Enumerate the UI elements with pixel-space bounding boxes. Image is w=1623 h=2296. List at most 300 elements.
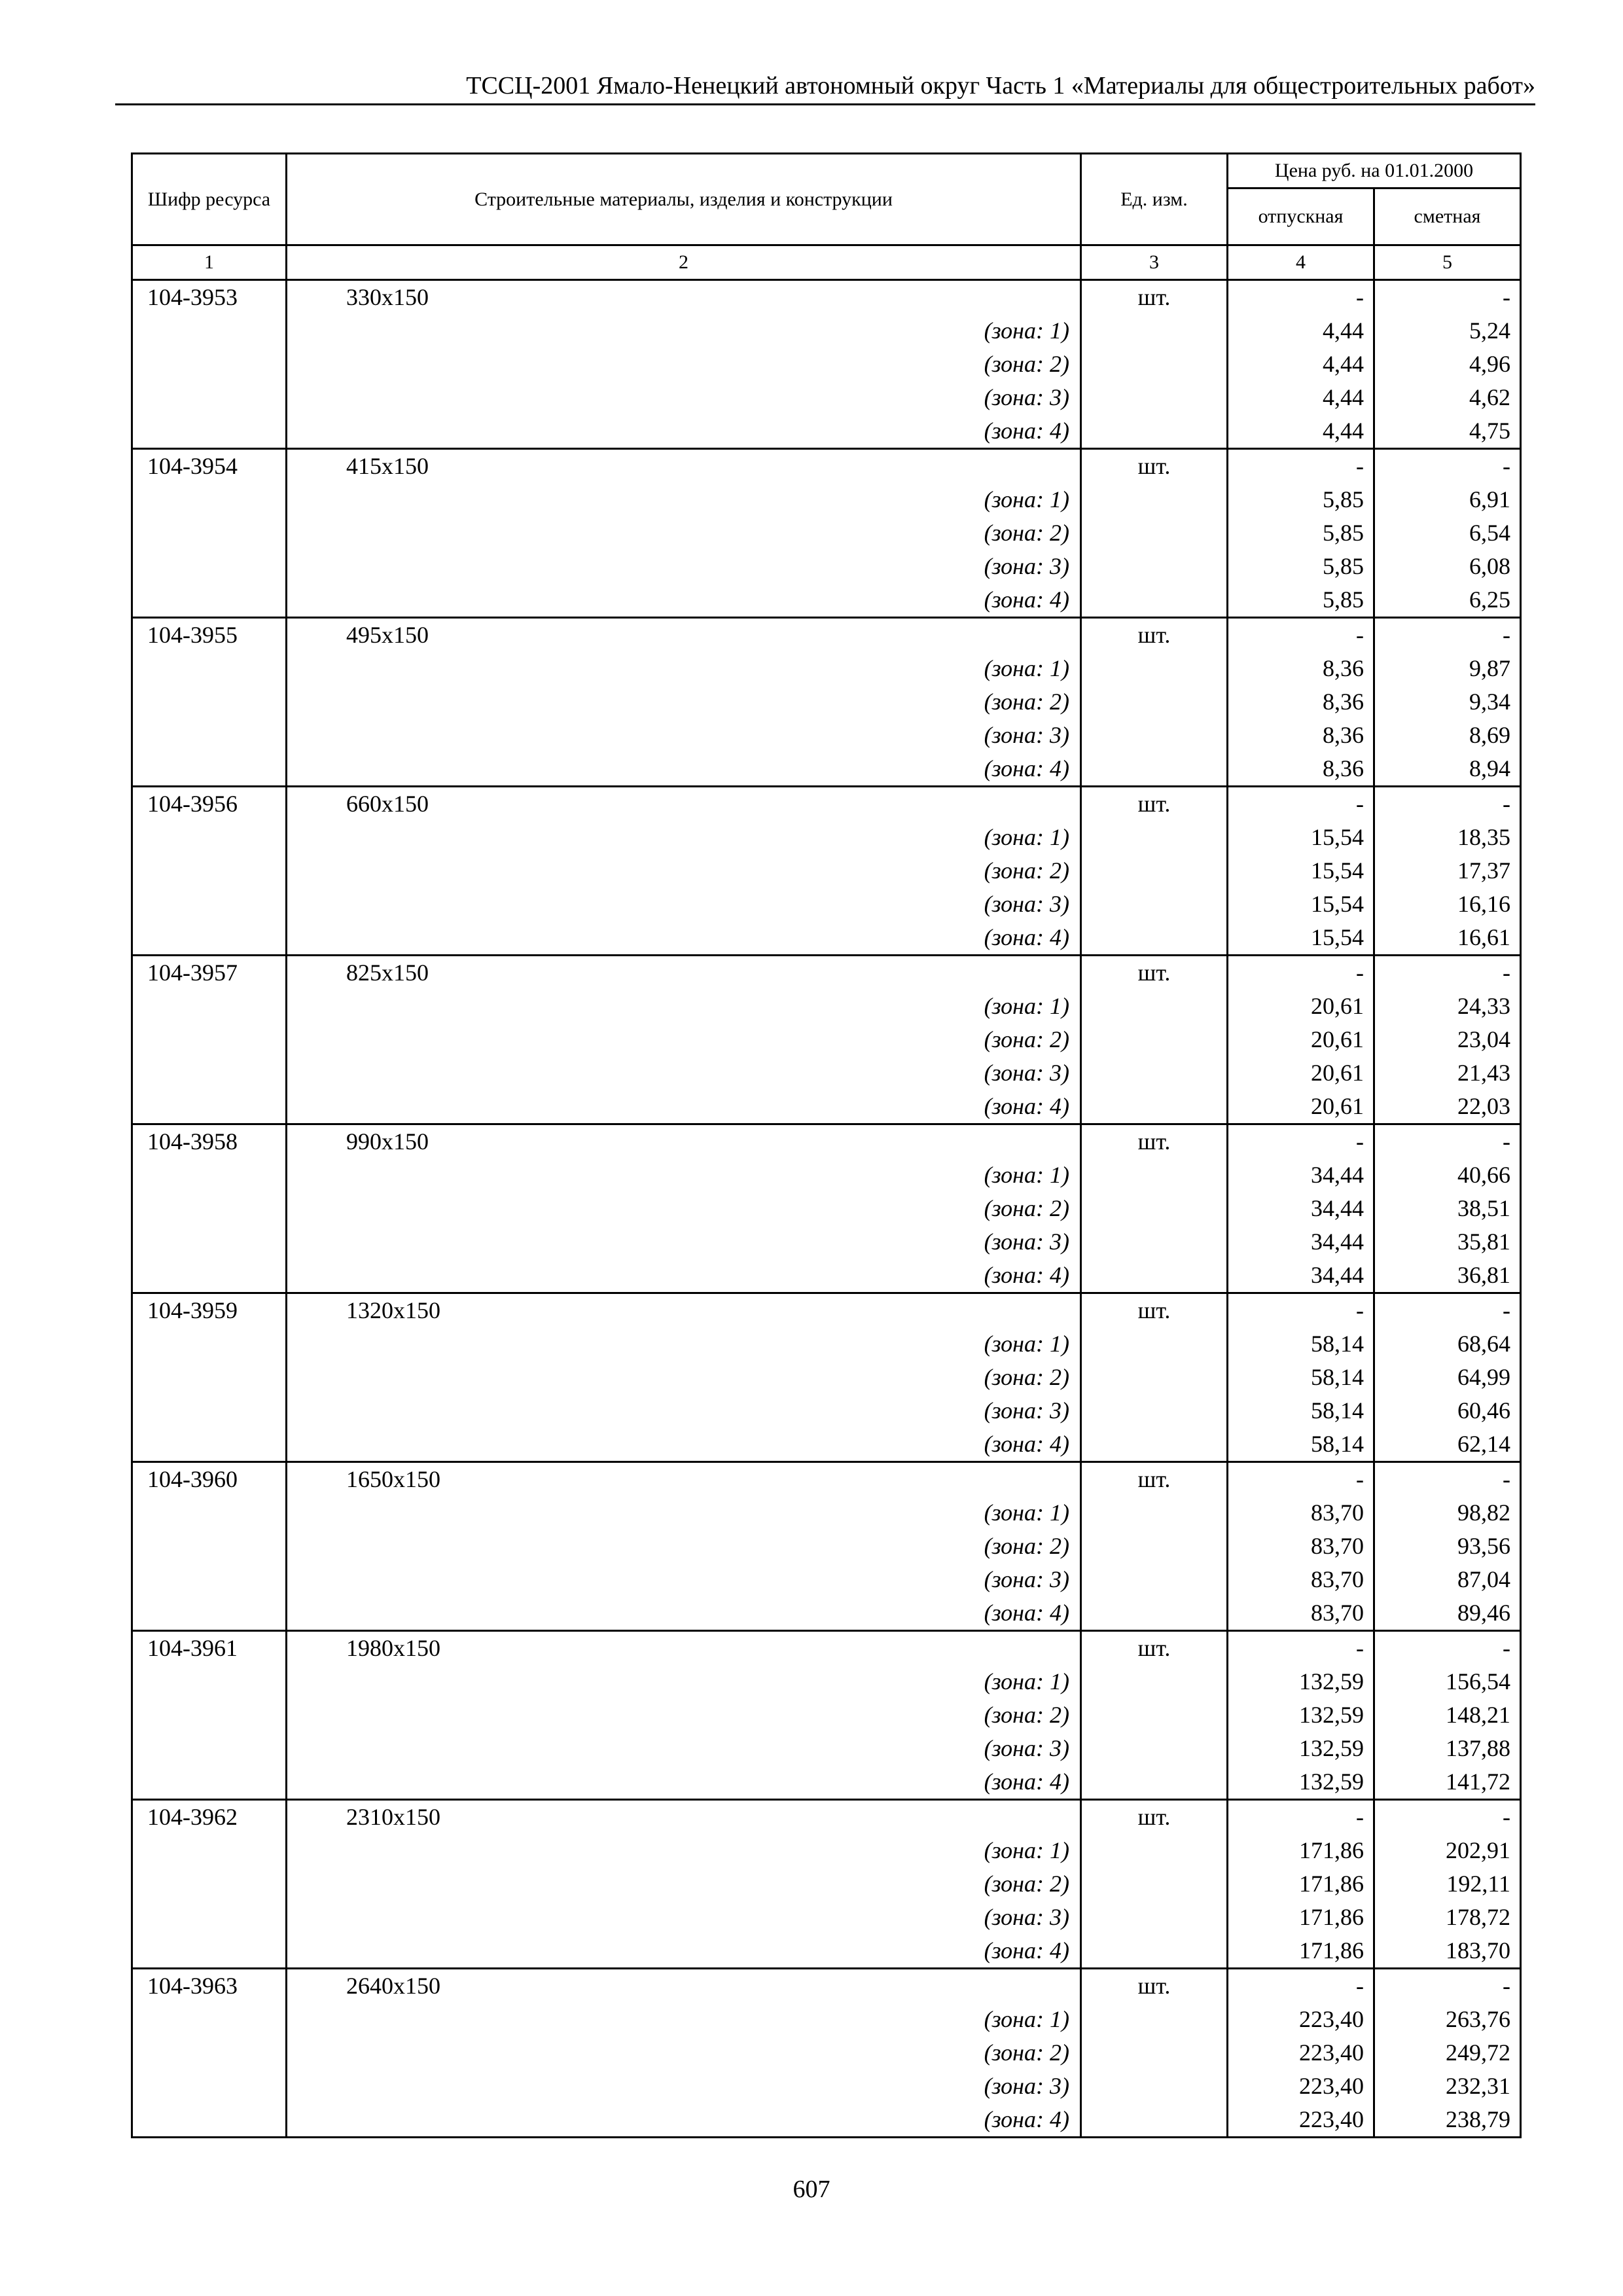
estimate-price: 23,04	[1374, 1023, 1521, 1056]
empty-cell	[1081, 1259, 1228, 1293]
estimate-price: 178,72	[1374, 1901, 1521, 1934]
zone-label: (зона: 4)	[287, 752, 1081, 787]
empty-cell	[1081, 1732, 1228, 1765]
zone-row	[132, 1361, 1521, 1394]
empty-cell	[1081, 888, 1228, 921]
unit-cell: шт.	[1081, 618, 1228, 653]
zone-row	[132, 1259, 1521, 1293]
empty-cell	[132, 381, 287, 414]
zone-label: (зона: 1)	[287, 1496, 1081, 1530]
empty-cell	[1081, 1834, 1228, 1867]
column-header-code: Шифр ресурса	[132, 154, 287, 245]
zone-label: (зона: 2)	[287, 685, 1081, 719]
resource-name: 415x150	[287, 449, 1081, 484]
empty-cell	[1081, 483, 1228, 516]
release-price: 83,70	[1228, 1530, 1374, 1563]
empty-cell	[1081, 1056, 1228, 1090]
release-price: 20,61	[1228, 1023, 1374, 1056]
release-price: 8,36	[1228, 719, 1374, 752]
column-number: 1	[132, 245, 287, 280]
zone-row	[132, 2036, 1521, 2070]
empty-cell	[132, 888, 287, 921]
release-price: 132,59	[1228, 1698, 1374, 1732]
zone-label: (зона: 1)	[287, 652, 1081, 685]
table-row	[132, 1631, 1521, 1666]
resource-name: 990x150	[287, 1124, 1081, 1159]
release-price: 171,86	[1228, 1834, 1374, 1867]
table-row	[132, 618, 1521, 653]
release-price: 8,36	[1228, 752, 1374, 787]
zone-row	[132, 1698, 1521, 1732]
resource-code: 104-3954	[132, 449, 287, 484]
release-price: 83,70	[1228, 1563, 1374, 1596]
estimate-price: -	[1374, 1631, 1521, 1666]
zone-row	[132, 381, 1521, 414]
empty-cell	[1081, 1596, 1228, 1631]
column-header-release: отпускная	[1228, 188, 1374, 245]
zone-label: (зона: 3)	[287, 888, 1081, 921]
empty-cell	[132, 2070, 287, 2103]
resource-group	[132, 280, 1521, 449]
resource-name: 1650x150	[287, 1462, 1081, 1497]
zone-label: (зона: 1)	[287, 1665, 1081, 1698]
estimate-price: 4,96	[1374, 348, 1521, 381]
zone-label: (зона: 4)	[287, 1427, 1081, 1462]
zone-label: (зона: 1)	[287, 1327, 1081, 1361]
zone-row	[132, 1901, 1521, 1934]
zone-row	[132, 348, 1521, 381]
zone-label: (зона: 4)	[287, 1934, 1081, 1969]
zone-label: (зона: 4)	[287, 1090, 1081, 1124]
empty-cell	[132, 1192, 287, 1225]
zone-label: (зона: 3)	[287, 550, 1081, 583]
zone-label: (зона: 3)	[287, 381, 1081, 414]
release-price: 223,40	[1228, 2003, 1374, 2036]
release-price: 34,44	[1228, 1192, 1374, 1225]
release-price: 4,44	[1228, 348, 1374, 381]
price-table-header	[132, 154, 1521, 280]
empty-cell	[1081, 348, 1228, 381]
empty-cell	[132, 516, 287, 550]
release-price: 58,14	[1228, 1327, 1374, 1361]
resource-code: 104-3953	[132, 280, 287, 315]
empty-cell	[1081, 719, 1228, 752]
zone-label: (зона: 2)	[287, 1192, 1081, 1225]
estimate-price: -	[1374, 1124, 1521, 1159]
estimate-price: 9,87	[1374, 652, 1521, 685]
zone-label: (зона: 1)	[287, 314, 1081, 348]
release-price: 58,14	[1228, 1361, 1374, 1394]
release-price: 83,70	[1228, 1596, 1374, 1631]
empty-cell	[1081, 1934, 1228, 1969]
resource-group	[132, 1293, 1521, 1462]
empty-cell	[1081, 314, 1228, 348]
resource-name: 2640x150	[287, 1969, 1081, 2003]
estimate-price: -	[1374, 1969, 1521, 2003]
release-price: -	[1228, 1800, 1374, 1835]
estimate-price: 38,51	[1374, 1192, 1521, 1225]
empty-cell	[1081, 1225, 1228, 1259]
release-price: 58,14	[1228, 1427, 1374, 1462]
empty-cell	[132, 1665, 287, 1698]
release-price: 132,59	[1228, 1765, 1374, 1800]
zone-label: (зона: 3)	[287, 1732, 1081, 1765]
zone-label: (зона: 4)	[287, 921, 1081, 956]
zone-label: (зона: 2)	[287, 2036, 1081, 2070]
zone-row	[132, 1596, 1521, 1631]
zone-label: (зона: 1)	[287, 1834, 1081, 1867]
release-price: 83,70	[1228, 1496, 1374, 1530]
estimate-price: 64,99	[1374, 1361, 1521, 1394]
estimate-price: 22,03	[1374, 1090, 1521, 1124]
empty-cell	[132, 314, 287, 348]
estimate-price: 18,35	[1374, 821, 1521, 854]
zone-row	[132, 854, 1521, 888]
zone-label: (зона: 3)	[287, 1056, 1081, 1090]
release-price: -	[1228, 449, 1374, 484]
release-price: 58,14	[1228, 1394, 1374, 1427]
zone-row	[132, 2070, 1521, 2103]
estimate-price: 89,46	[1374, 1596, 1521, 1631]
release-price: -	[1228, 618, 1374, 653]
zone-label: (зона: 3)	[287, 719, 1081, 752]
release-price: 15,54	[1228, 888, 1374, 921]
zone-label: (зона: 4)	[287, 2103, 1081, 2138]
resource-group	[132, 449, 1521, 618]
empty-cell	[132, 854, 287, 888]
zone-label: (зона: 2)	[287, 1530, 1081, 1563]
estimate-price: 62,14	[1374, 1427, 1521, 1462]
zone-label: (зона: 2)	[287, 1361, 1081, 1394]
zone-row	[132, 1496, 1521, 1530]
estimate-price: -	[1374, 1462, 1521, 1497]
resource-name: 660x150	[287, 787, 1081, 821]
page-number: 607	[793, 2176, 830, 2203]
empty-cell	[132, 1563, 287, 1596]
release-price: 5,85	[1228, 583, 1374, 618]
estimate-price: 4,62	[1374, 381, 1521, 414]
zone-label: (зона: 1)	[287, 2003, 1081, 2036]
estimate-price: 5,24	[1374, 314, 1521, 348]
column-number: 4	[1228, 245, 1374, 280]
zone-row	[132, 921, 1521, 956]
estimate-price: 35,81	[1374, 1225, 1521, 1259]
empty-cell	[1081, 1192, 1228, 1225]
zone-row	[132, 1225, 1521, 1259]
estimate-price: -	[1374, 1293, 1521, 1328]
resource-group	[132, 787, 1521, 956]
zone-row	[132, 1158, 1521, 1192]
zone-row	[132, 1665, 1521, 1698]
empty-cell	[1081, 381, 1228, 414]
zone-label: (зона: 3)	[287, 1563, 1081, 1596]
estimate-price: 6,54	[1374, 516, 1521, 550]
zone-label: (зона: 2)	[287, 1023, 1081, 1056]
estimate-price: 141,72	[1374, 1765, 1521, 1800]
zone-row	[132, 652, 1521, 685]
estimate-price: 238,79	[1374, 2103, 1521, 2138]
empty-cell	[132, 1327, 287, 1361]
release-price: 171,86	[1228, 1867, 1374, 1901]
empty-cell	[132, 2036, 287, 2070]
empty-cell	[1081, 1361, 1228, 1394]
estimate-price: 8,94	[1374, 752, 1521, 787]
release-price: 171,86	[1228, 1901, 1374, 1934]
resource-group	[132, 1631, 1521, 1800]
release-price: 171,86	[1228, 1934, 1374, 1969]
resource-code: 104-3956	[132, 787, 287, 821]
zone-row	[132, 1327, 1521, 1361]
empty-cell	[132, 550, 287, 583]
zone-row	[132, 719, 1521, 752]
empty-cell	[132, 1259, 287, 1293]
empty-cell	[132, 1934, 287, 1969]
estimate-price: -	[1374, 787, 1521, 821]
release-price: -	[1228, 1293, 1374, 1328]
column-header-name: Строительные материалы, изделия и конструкции	[287, 154, 1081, 245]
zone-row	[132, 550, 1521, 583]
zone-label: (зона: 3)	[287, 1394, 1081, 1427]
estimate-price: -	[1374, 956, 1521, 990]
zone-row	[132, 2103, 1521, 2138]
empty-cell	[132, 414, 287, 449]
resource-code: 104-3957	[132, 956, 287, 990]
release-price: -	[1228, 956, 1374, 990]
zone-label: (зона: 3)	[287, 1901, 1081, 1934]
release-price: 20,61	[1228, 990, 1374, 1023]
empty-cell	[132, 719, 287, 752]
empty-cell	[132, 685, 287, 719]
zone-row	[132, 1834, 1521, 1867]
estimate-price: 93,56	[1374, 1530, 1521, 1563]
empty-cell	[132, 1901, 287, 1934]
resource-group	[132, 956, 1521, 1124]
estimate-price: 98,82	[1374, 1496, 1521, 1530]
zone-label: (зона: 3)	[287, 1225, 1081, 1259]
resource-group	[132, 1800, 1521, 1969]
empty-cell	[132, 1225, 287, 1259]
resource-name: 2310x150	[287, 1800, 1081, 1835]
estimate-price: 87,04	[1374, 1563, 1521, 1596]
zone-label: (зона: 1)	[287, 483, 1081, 516]
release-price: -	[1228, 1631, 1374, 1666]
estimate-price: -	[1374, 280, 1521, 315]
release-price: 5,85	[1228, 516, 1374, 550]
release-price: -	[1228, 280, 1374, 315]
zone-row	[132, 1023, 1521, 1056]
resource-code: 104-3958	[132, 1124, 287, 1159]
unit-cell: шт.	[1081, 1800, 1228, 1835]
zone-row	[132, 888, 1521, 921]
empty-cell	[132, 483, 287, 516]
column-header-estimate: сметная	[1374, 188, 1521, 245]
zone-row	[132, 2003, 1521, 2036]
column-number: 3	[1081, 245, 1228, 280]
resource-group	[132, 1462, 1521, 1631]
table-row	[132, 1800, 1521, 1835]
empty-cell	[1081, 1090, 1228, 1124]
zone-row	[132, 483, 1521, 516]
unit-cell: шт.	[1081, 956, 1228, 990]
resource-code: 104-3960	[132, 1462, 287, 1497]
empty-cell	[132, 2103, 287, 2138]
empty-cell	[1081, 550, 1228, 583]
empty-cell	[132, 1496, 287, 1530]
empty-cell	[132, 1394, 287, 1427]
zone-row	[132, 583, 1521, 618]
resource-code: 104-3961	[132, 1631, 287, 1666]
release-price: -	[1228, 1969, 1374, 2003]
resource-group	[132, 618, 1521, 787]
zone-label: (зона: 4)	[287, 1596, 1081, 1631]
zone-row	[132, 1090, 1521, 1124]
estimate-price: 192,11	[1374, 1867, 1521, 1901]
zone-row	[132, 314, 1521, 348]
zone-label: (зона: 2)	[287, 1867, 1081, 1901]
estimate-price: 249,72	[1374, 2036, 1521, 2070]
release-price: 8,36	[1228, 685, 1374, 719]
empty-cell	[1081, 583, 1228, 618]
release-price: -	[1228, 1462, 1374, 1497]
empty-cell	[132, 348, 287, 381]
resource-name: 495x150	[287, 618, 1081, 653]
estimate-price: -	[1374, 618, 1521, 653]
estimate-price: 60,46	[1374, 1394, 1521, 1427]
empty-cell	[1081, 1765, 1228, 1800]
empty-cell	[1081, 2103, 1228, 2138]
empty-cell	[132, 2003, 287, 2036]
zone-row	[132, 1934, 1521, 1969]
estimate-price: -	[1374, 449, 1521, 484]
resource-name: 330x150	[287, 280, 1081, 315]
zone-row	[132, 990, 1521, 1023]
estimate-price: -	[1374, 1800, 1521, 1835]
release-price: 20,61	[1228, 1090, 1374, 1124]
zone-row	[132, 1563, 1521, 1596]
zone-label: (зона: 4)	[287, 414, 1081, 449]
resource-name: 1980x150	[287, 1631, 1081, 1666]
resource-code: 104-3963	[132, 1969, 287, 2003]
zone-row	[132, 1427, 1521, 1462]
zone-row	[132, 1732, 1521, 1765]
empty-cell	[132, 990, 287, 1023]
empty-cell	[1081, 652, 1228, 685]
empty-cell	[132, 1530, 287, 1563]
release-price: 4,44	[1228, 314, 1374, 348]
empty-cell	[1081, 2036, 1228, 2070]
empty-cell	[132, 1867, 287, 1901]
release-price: 20,61	[1228, 1056, 1374, 1090]
unit-cell: шт.	[1081, 449, 1228, 484]
empty-cell	[1081, 685, 1228, 719]
empty-cell	[1081, 1327, 1228, 1361]
empty-cell	[1081, 1427, 1228, 1462]
empty-cell	[132, 583, 287, 618]
empty-cell	[132, 752, 287, 787]
empty-cell	[1081, 1158, 1228, 1192]
empty-cell	[1081, 752, 1228, 787]
unit-cell: шт.	[1081, 280, 1228, 315]
empty-cell	[1081, 1563, 1228, 1596]
release-price: 8,36	[1228, 652, 1374, 685]
empty-cell	[1081, 1665, 1228, 1698]
release-price: 15,54	[1228, 921, 1374, 956]
zone-label: (зона: 1)	[287, 1158, 1081, 1192]
release-price: -	[1228, 787, 1374, 821]
resource-code: 104-3959	[132, 1293, 287, 1328]
release-price: 223,40	[1228, 2070, 1374, 2103]
estimate-price: 263,76	[1374, 2003, 1521, 2036]
estimate-price: 148,21	[1374, 1698, 1521, 1732]
release-price: 34,44	[1228, 1225, 1374, 1259]
empty-cell	[1081, 1496, 1228, 1530]
zone-label: (зона: 4)	[287, 583, 1081, 618]
table-row	[132, 1124, 1521, 1159]
empty-cell	[1081, 1023, 1228, 1056]
empty-cell	[1081, 1867, 1228, 1901]
empty-cell	[132, 1023, 287, 1056]
zone-row	[132, 1530, 1521, 1563]
page-header: ТССЦ-2001 Ямало-Ненецкий автономный округ Часть 1 «Материалы для общестроительных работ»	[466, 72, 1535, 99]
empty-cell	[132, 1056, 287, 1090]
empty-cell	[132, 652, 287, 685]
empty-cell	[132, 1834, 287, 1867]
resource-name: 825x150	[287, 956, 1081, 990]
estimate-price: 6,25	[1374, 583, 1521, 618]
estimate-price: 36,81	[1374, 1259, 1521, 1293]
release-price: -	[1228, 1124, 1374, 1159]
resource-code: 104-3955	[132, 618, 287, 653]
zone-row	[132, 1394, 1521, 1427]
zone-label: (зона: 3)	[287, 2070, 1081, 2103]
resource-code: 104-3962	[132, 1800, 287, 1835]
empty-cell	[132, 921, 287, 956]
zone-label: (зона: 4)	[287, 1765, 1081, 1800]
release-price: 132,59	[1228, 1732, 1374, 1765]
zone-row	[132, 414, 1521, 449]
empty-cell	[132, 1090, 287, 1124]
zone-row	[132, 1867, 1521, 1901]
estimate-price: 6,08	[1374, 550, 1521, 583]
unit-cell: шт.	[1081, 1969, 1228, 2003]
table-row	[132, 280, 1521, 315]
estimate-price: 202,91	[1374, 1834, 1521, 1867]
estimate-price: 16,61	[1374, 921, 1521, 956]
empty-cell	[1081, 2003, 1228, 2036]
zone-row	[132, 1192, 1521, 1225]
empty-cell	[1081, 2070, 1228, 2103]
zone-row	[132, 1765, 1521, 1800]
empty-cell	[132, 1698, 287, 1732]
release-price: 15,54	[1228, 821, 1374, 854]
release-price: 34,44	[1228, 1158, 1374, 1192]
release-price: 4,44	[1228, 414, 1374, 449]
empty-cell	[132, 821, 287, 854]
empty-cell	[1081, 516, 1228, 550]
release-price: 34,44	[1228, 1259, 1374, 1293]
resource-group	[132, 1124, 1521, 1293]
zone-label: (зона: 2)	[287, 854, 1081, 888]
empty-cell	[1081, 1394, 1228, 1427]
estimate-price: 156,54	[1374, 1665, 1521, 1698]
column-header-price-group: Цена руб. на 01.01.2000	[1228, 154, 1521, 188]
empty-cell	[132, 1427, 287, 1462]
zone-label: (зона: 2)	[287, 1698, 1081, 1732]
zone-label: (зона: 1)	[287, 821, 1081, 854]
column-header-unit: Ед. изм.	[1081, 154, 1228, 245]
release-price: 223,40	[1228, 2036, 1374, 2070]
empty-cell	[1081, 854, 1228, 888]
